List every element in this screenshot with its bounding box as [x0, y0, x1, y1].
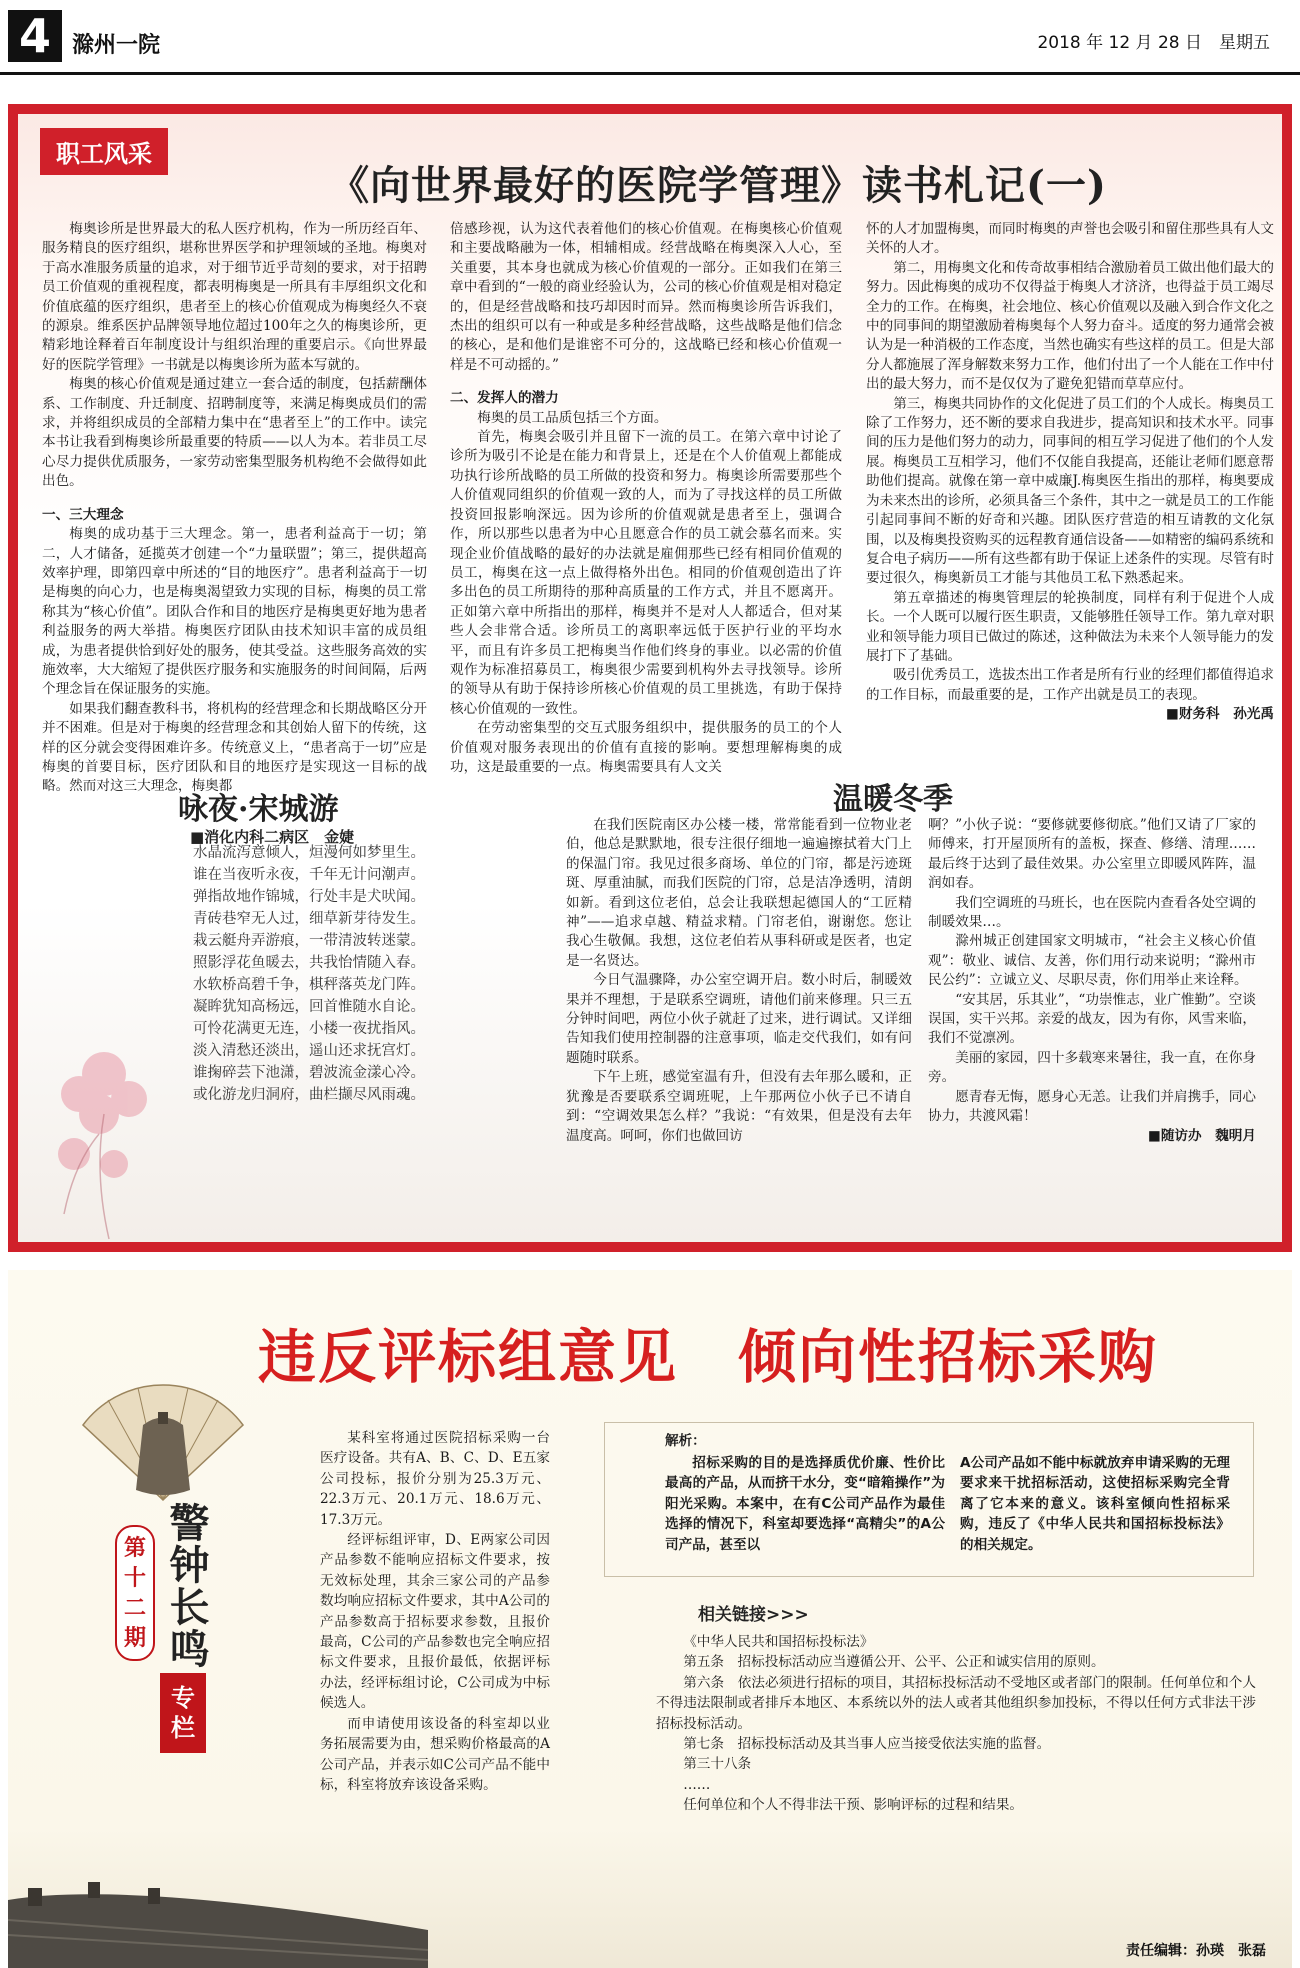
- paragraph: 梅奥的员工品质包括三个方面。: [477, 409, 668, 426]
- article-column-2: [450, 220, 842, 777]
- paragraph: 啊？”小伙子说：“要修就要修彻底。”他们又请了厂家的师傅来，打开屋顶所有的盖板，探查、修缮、清理……最后终于达到了最佳效果。办公室里立即暖风阵阵，温润如春。: [928, 817, 1256, 892]
- paragraph: 《中华人民共和国招标投标法》: [683, 1634, 874, 1650]
- paragraph: 第三，梅奥共同协作的文化促进了员工们的个人成长。梅奥员工除了工作努力，还不断的要求自我进步，提高知识和技术水平。同事间的压力是他们努力的动力，同事间的相互学习促进了他们的个人发展。梅奥员工互相学习，他们不仅能自我提高，还能让老师们愿意帮助他们提高。就像在第一章中威廉J.梅奥医生指出的那样，梅奥要成为未来杰出的诊所，必须具备三个条件，其中之一就是员工的工作能引起同事间不断的好奇和兴趣。团队医疗营造的相互请教的文化氛围，以及梅奥投资购买的远程教育通信设备——如精密的编码系统和复合电子病历——所有这些都有助于保证上述条件的实现。尽管有时要过很久，梅奥新员工才能与其他员工私下熟悉起来。: [866, 395, 1274, 587]
- article-column-3: [866, 220, 1274, 725]
- paragraph: 首先，梅奥会吸引并且留下一流的员工。在第六章中讨论了诊所为吸引不论是在能力和背景上，还是在个人价值观上都能成功执行诊所战略的员工所做的投资和努力。梅奥诊所需要那些个人价值观同组织的价值观一致的人，而为了寻找这样的员工所做投资回报影响深远。因为诊所的价值观就是患者至上，强调合作，所以那些以患者为中心且愿意合作的员工就会慕名而来。实现企业价值战略的最好的办法就是雇佣那些已经有相同价值观的员工，梅奥在这一点上做得格外出色。相同的价值观创造出了许多出色的员工所期待的那种高质量的工作方式，并且不愿离开。正如第六章中所指出的那样，梅奥并不是对人人都适合，但对某些人会非常合适。诊所员工的离职率远低于医护行业的平均水平，而且有许多员工把梅奥当作他们终身的事业。以必需的价值观作为标准招募员工，梅奥很少需要到机构外去寻找领导。诊所的领导从有助于保持诊所核心价值观的员工里挑选，有助于保持核心价值观的一致性。: [450, 429, 842, 717]
- analysis-right: A公司产品如不能中标就放弃申请采购的无理要求来干扰招标活动，这使招标采购完全背离了它本来的意义。该科室倾向性招标采购，违反了《中华人民共和国招标投标法》的相关规定。: [960, 1455, 1230, 1553]
- page-header: [0, 0, 1300, 74]
- essay-column-1: [566, 816, 912, 1146]
- paragraph: 第七条 招标投标活动及其当事人应当接受依法实施的监督。: [683, 1736, 1051, 1753]
- analysis-box: [604, 1422, 1254, 1577]
- paragraph: 吸引优秀员工，选拔杰出工作者是所有行业的经理们都值得追求的工作目标，而最重要的是，工作产出就是员工的表现。: [866, 667, 1274, 703]
- paragraph: “安其居，乐其业”，“功崇惟志，业广惟勤”。空谈误国，实干兴邦。亲爱的战友，因为有你，风雪来临，我们不觉凛冽。: [928, 991, 1256, 1047]
- poem-line: 照影浮花鱼暖去，共我怡情随入春。: [193, 955, 425, 971]
- paper-name: 滁州一院: [72, 33, 161, 58]
- column-name: 警钟长鸣: [163, 1502, 210, 1670]
- paragraph: 任何单位和个人不得非法干预、影响评标的过程和结果。: [683, 1797, 1024, 1814]
- issue-period: 第十二期: [115, 1525, 155, 1661]
- poem-line: 或化游龙归洞府，曲栏撷尽风雨魂。: [193, 1087, 425, 1103]
- analysis-left: 招标采购的目的是选择质优价廉、性价比最高的产品，从而挤干水分，变“暗箱操作”为阳光采购。本案中，在有C公司产品作为最佳选择的情况下，科室却要选择“高精尖”的A公司产品，甚至以: [665, 1455, 945, 1553]
- poem-line: 弹指故地作锦城，行处丰是犬吠闻。: [193, 889, 425, 905]
- flower-decoration: [34, 1014, 184, 1244]
- paragraph: 滁州城正创建国家文明城市，“社会主义核心价值观”：敬业、诚信、友善，你们用行动来说明；“滁州市民公约”：立诚立义、尽职尽责，你们用举止来诠释。: [928, 933, 1256, 989]
- poem-author: ■消化内科二病区 金婕: [190, 828, 355, 846]
- poem-line: 水软桥高碧千争，棋秤落英龙门阵。: [193, 977, 425, 993]
- paragraph: 在我们医院南区办公楼一楼，常常能看到一位物业老伯，他总是默默地，很专注很仔细地一遍遍擦拭着大门上的保温门帘。我见过很多商场、单位的门帘，都是污迹斑斑、厚重油腻，而我们医院的门帘，总是洁净透明，清朗如新。看到这位老伯，总会让我联想起德国人的“工匠精神”——追求卓越、精益求精。门帘老伯，谢谢您。您让我心生敬佩。我想，这位老伯若从事科研或是医者，也定是一名贤达。: [566, 817, 912, 969]
- editors-credit: 责任编辑：孙瑛 张磊: [1126, 1943, 1266, 1959]
- poem-line: 谁掬碎芸下池潇，碧波流金漾心冷。: [193, 1065, 425, 1081]
- paragraph: 第二，用梅奥文化和传奇故事相结合激励着员工做出他们最大的努力。因此梅奥的成功不仅得益于梅奥人才济济，也得益于员工竭尽全力的工作。在梅奥，社会地位、核心价值观以及融入到合作文化之中的同事间的期望激励着梅奥每个人努力奋斗。适度的努力通常会被认为是一种消极的工作态度，当然也确实有些这样的员工。但是大部分人都施展了浑身解数来努力工作，他们付出了一个人能在工作中付出的最大努力，而不是仅仅为了避免犯错而草草应付。: [866, 259, 1274, 393]
- paragraph: 第五条 招标投标活动应当遵循公开、公平、公正和诚实信用的原则。: [683, 1654, 1105, 1671]
- poem-line: 栽云艇舟弄游痕，一带清波转迷蒙。: [193, 933, 425, 949]
- poem-line: 谁在当夜听永夜，千年无计问潮声。: [193, 867, 425, 883]
- paragraph: 某科室将通过医院招标采购一台医疗设备。共有A、B、C、D、E五家公司投标，报价分别为25.3万元、22.3万元、20.1万元、18.6万元、17.3万元。: [320, 1430, 550, 1528]
- paragraph: 而申请使用该设备的科室却以业务拓展需要为由，想采购价格最高的A公司产品，并表示如C公司产品不能中标，科室将放弃该设备采购。: [320, 1715, 550, 1793]
- header-rule: [0, 72, 1300, 75]
- paragraph: 第五章描述的梅奥管理层的轮换制度，同样有利于促进个人成长。一个人既可以履行医生职责，又能够胜任领导工作。第九章对职业和领导能力项目已做过的陈述，这种做法为未来个人领导能力的发展打下了基础。: [866, 589, 1274, 664]
- poem-line: 水晶流泻意倾人，烜漫何如梦里生。: [193, 845, 425, 861]
- paragraph: 第六条 依法必须进行招标的项目，其招标投标活动不受地区或者部门的限制。任何单位和个人不得违法限制或者排斥本地区、本系统以外的法人或者其他组织参加投标，不得以任何方式非法干涉招标投标活动。: [656, 1674, 1256, 1732]
- column-tag: 职工风采: [40, 128, 168, 175]
- paragraph: 我们空调班的马班长，也在医院内查看各处空调的制暖效果…。: [928, 894, 1256, 931]
- fan-bell-icon: [78, 1370, 248, 1510]
- related-links-heading: 相关链接>>>: [698, 1605, 809, 1625]
- paragraph: 梅奥的成功基于三大理念。第一，患者利益高于一切；第二，人才储备，延揽英才创建一个“力量联盟”；第三，提供超高效率护理，即第四章中所述的“目的地医疗”。患者利益高于一切是梅奥的向心力，也是梅奥渴望致力实现的目标，梅奥的员工常称其为“核心价值”。团队合作和目的地医疗是梅奥更好地为患者利益服务的两大举措。梅奥医疗团队由技术知识丰富的成员组成，为患者提供恰到好处的服务，使其受益。这些服务高效的实施效率，大大缩短了提供医疗服务和实施服务的时间间隔，后两个理念旨在保证服务的实施。: [42, 526, 427, 698]
- column-headline: 违反评标组意见 倾向性招标采购: [258, 1323, 1159, 1391]
- poem-line: 青砖巷窄无人过，细草新芽待发生。: [193, 911, 425, 927]
- paragraph: ……: [683, 1776, 711, 1793]
- paragraph: 下午上班，感觉室温有升，但没有去年那么暖和，正犹豫是否要联系空调班呢，上午那两位小伙子已不请自到：“空调效果怎么样？”我说：“有效果，但是没有去年温度高。呵呵，你们也做回访: [566, 1069, 912, 1144]
- paragraph: 如果我们翻查教科书，将机构的经营理念和长期战略区分开并不困难。但是对于梅奥的经营理念和其创始人留下的传统，这样的区分就会变得困难许多。传统意义上，“患者高于一切”应是梅奥的首要目标，医疗团队和目的地医疗是实现这一目标的战略。然而对这三大理念，梅奥都: [42, 700, 427, 795]
- poem-body: [193, 842, 493, 1106]
- feature-section: [8, 104, 1292, 1252]
- paragraph: 梅奥的核心价值观是通过建立一套合适的制度，包括薪酬体系、工作制度、升迁制度、招聘制度等，来满足梅奥成员们的需求，并将组织成员的全部精力集中在“患者至上”的工作中。读完本书让我看到梅奥诊所最重要的特质——以人为本。若非员工尽心尽力提供优质服务，一家劳动密集型服务机构绝不会做得如此出色。: [42, 376, 427, 490]
- paragraph: 第三十八条: [683, 1756, 752, 1773]
- poem-line: 可怜花满更无连，小楼一夜扰指风。: [193, 1021, 425, 1037]
- paragraph: 美丽的家园，四十多载寒来暑往，我一直，在你身旁。: [928, 1049, 1256, 1086]
- paragraph: 经评标组评审，D、E两家公司因产品参数不能响应招标文件要求，按无效标处理，其余三家公司的产品参数均响应招标文件要求，其中A公司的产品参数高于招标要求参数，且报价最高，C公司的产品参数也完全响应招标文件要求，且报价最低，依据评标办法，经评标组讨论，C公司成为中标候选人。: [320, 1532, 550, 1712]
- page-number: 4: [8, 10, 62, 62]
- warning-column-section: [8, 1270, 1292, 1968]
- author-signature: ■随访办 魏明月: [1148, 1127, 1256, 1144]
- paragraph: 梅奥诊所是世界最大的私人医疗机构，作为一所历经百年、服务精良的医疗组织，堪称世界医学和护理领域的圣地。梅奥对于高水准服务质量的追求，对于细节近乎苛刻的要求，对于招聘员工价值观的重视程度，都表明梅奥是一所具有丰厚组织文化和价值底蕴的医疗组织，患者至上的核心价值观成为梅奥经久不衰的源泉。维系医护品牌领导地位超过100年之久的梅奥诊所，更精彩地诠释着百年制度设计与组织治理的重要启示。《向世界最好的医院学管理》一书就是以梅奥诊所为蓝本写就的。: [42, 221, 427, 373]
- author-signature: ■财务科 孙光禹: [1166, 706, 1274, 723]
- paragraph: 在劳动密集型的交互式服务组织中，提供服务的员工的个人价值观对服务表现出的价值有直接的影响。要想理解梅奥的成功，这是最重要的一点。梅奥需要具有人文关: [450, 720, 842, 775]
- poem-line: 凝眸犹知高杨远，回首惟随水自论。: [193, 999, 425, 1015]
- case-description: [320, 1428, 550, 1795]
- section-heading: 一、三大理念: [42, 506, 124, 523]
- paragraph: 怀的人才加盟梅奥，而同时梅奥的声誉也会吸引和留住那些具有人文关怀的人才。: [866, 221, 1274, 257]
- issue-date: 2018 年 12 月 28 日 星期五: [1037, 33, 1270, 53]
- article-column-1: [42, 220, 427, 797]
- paragraph: 今日气温骤降，办公室空调开启。数小时后，制暖效果并不理想，于是联系空调班，请他们前来修理。只三五分钟时间吧，两位小伙子就赶了过来，进行调试。又详细告知我们使用控制器的注意事项，临走交代我们，如有问题随时联系。: [566, 972, 912, 1066]
- section-heading: 二、发挥人的潜力: [450, 390, 559, 407]
- related-links-body: [656, 1632, 1256, 1816]
- paragraph: 愿青春无悔，愿身心无恙。让我们并肩携手，同心协力，共渡风霜！: [928, 1088, 1256, 1125]
- article-title: 《向世界最好的医院学管理》读书札记(一): [329, 162, 1107, 209]
- poem-line: 淡入清愁还淡出，遥山还求抚宫灯。: [193, 1043, 425, 1059]
- paragraph: 倍感珍视，认为这代表着他们的核心价值观。在梅奥核心价值观和主要战略融为一体，相辅相成。经营战略在梅奥深入人心，至关重要，其本身也就成为核心价值观的一部分。正如我们在第三章中看到的“一般的商业经验认为，公司的核心价值观是相对稳定的，但是经营战略和技巧却因时而异。然而梅奥诊所告诉我们，杰出的组织可以有一种或是多种经营战略，这些战略是他们信念的核心，是和他们是谁密不可分的，这战略已经和核心价值观一样是不可动摇的。”: [450, 221, 842, 373]
- analysis-heading: 解析：: [665, 1433, 706, 1449]
- essay-title: 温暖冬季: [833, 782, 953, 817]
- special-column-label: 专栏: [160, 1673, 206, 1753]
- roof-tiles-decoration: [8, 1860, 428, 1968]
- poem-title: 咏夜·宋城游: [178, 792, 339, 827]
- essay-column-2: [928, 816, 1256, 1146]
